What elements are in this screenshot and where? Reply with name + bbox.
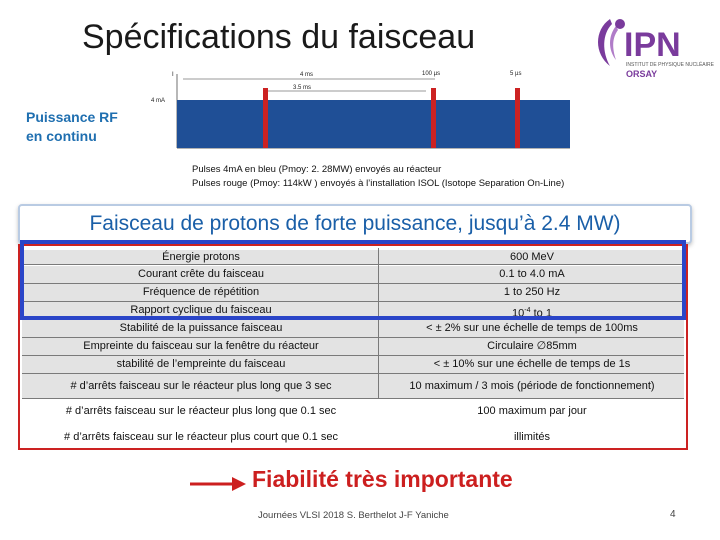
pulses-line-blue: Pulses 4mA en bleu (Pmoy: 2. 28MW) envoyés au réacteur [192, 164, 442, 175]
pulse-label-5us: 5 µs [510, 71, 522, 77]
spec-label: Fréquence de répétition [142, 286, 260, 298]
ipn-logo [590, 14, 714, 84]
red-pulse [431, 88, 436, 148]
spec-value: 10 maximum / 3 mois (période de fonctionnement) [409, 380, 655, 392]
rf-label-line1: Puissance RF [26, 109, 118, 125]
spec-value: $10^{-4}$ to 1 [512, 307, 552, 320]
spec-label: Courant crête du faisceau [138, 268, 264, 280]
spec-value: 1 to 250 Hz [503, 286, 561, 298]
spec-row [22, 356, 684, 374]
page-number: 4 [670, 509, 676, 520]
pulse-diagram [150, 68, 575, 156]
spec-label: # d’arrêts faisceau sur le réacteur plus court que 0.1 sec [64, 431, 338, 443]
highlight-box [20, 240, 686, 320]
red-pulse [515, 88, 520, 148]
right-arrow-icon [190, 474, 246, 494]
logo-subtitle: INSTITUT DE PHYSIQUE NUCLÉAIRE [626, 62, 714, 68]
spec-label: # d’arrêts faisceau sur le réacteur plus long que 0.1 sec [65, 405, 337, 417]
footer-text: Journées VLSI 2018 S. Berthelot J-F Yaniche [258, 510, 449, 521]
spec-value: 0.1 to 4.0 mA [499, 268, 565, 280]
spec-value: illimités [513, 431, 551, 443]
headline-banner: Faisceau de protons de forte puissance, jusqu’à 2.4 MW) [18, 204, 692, 244]
spec-label: Empreinte du faisceau sur la fenêtre du réacteur [83, 340, 319, 352]
spec-value: < ± 10% sur une échelle de temps de 1s [433, 358, 631, 370]
spec-row [22, 374, 684, 399]
spec-value: 100 maximum par jour [477, 405, 587, 417]
red-pulse [263, 88, 268, 148]
period-label: 4 ms [300, 72, 314, 78]
blue-pulse-band [177, 100, 570, 148]
rf-label [26, 108, 118, 146]
pulse-label-100us: 100 µs [422, 71, 441, 77]
pulses-line-red: Pulses rouge (Pmoy: 114kW ) envoyés à l’installation ISOL (Isotope Separation On-Line) [192, 178, 565, 189]
spec-label: # d’arrêts faisceau sur le réacteur plus long que 3 sec [70, 380, 332, 392]
spec-row [22, 428, 684, 446]
logo-orsay: ORSAY [626, 69, 658, 79]
slide-title: Spécifications du faisceau [82, 18, 476, 56]
spec-row [22, 320, 684, 338]
spec-value: < ± 2% sur une échelle de temps de 100ms [426, 322, 638, 334]
spec-value: Circulaire ∅85mm [487, 340, 577, 352]
spec-label: Énergie protons [162, 251, 240, 263]
width-label: 3.5 ms [293, 85, 312, 91]
logo-text: IPN [624, 26, 681, 64]
rf-label-line2: en continu [26, 128, 97, 144]
spec-label: stabilité de l’empreinte du faisceau [116, 358, 286, 370]
reliability-statement: Fiabilité très importante [252, 466, 513, 492]
spec-value: 600 MeV [509, 251, 555, 263]
spec-label: Rapport cyclique du faisceau [130, 304, 272, 316]
diagram-level-label: 4 mA [151, 98, 166, 104]
spec-row [22, 402, 684, 420]
pulses-description [192, 163, 564, 191]
diagram-axis-label: I [172, 72, 174, 78]
spec-label: Stabilité de la puissance faisceau [119, 322, 283, 334]
spec-row [22, 338, 684, 356]
